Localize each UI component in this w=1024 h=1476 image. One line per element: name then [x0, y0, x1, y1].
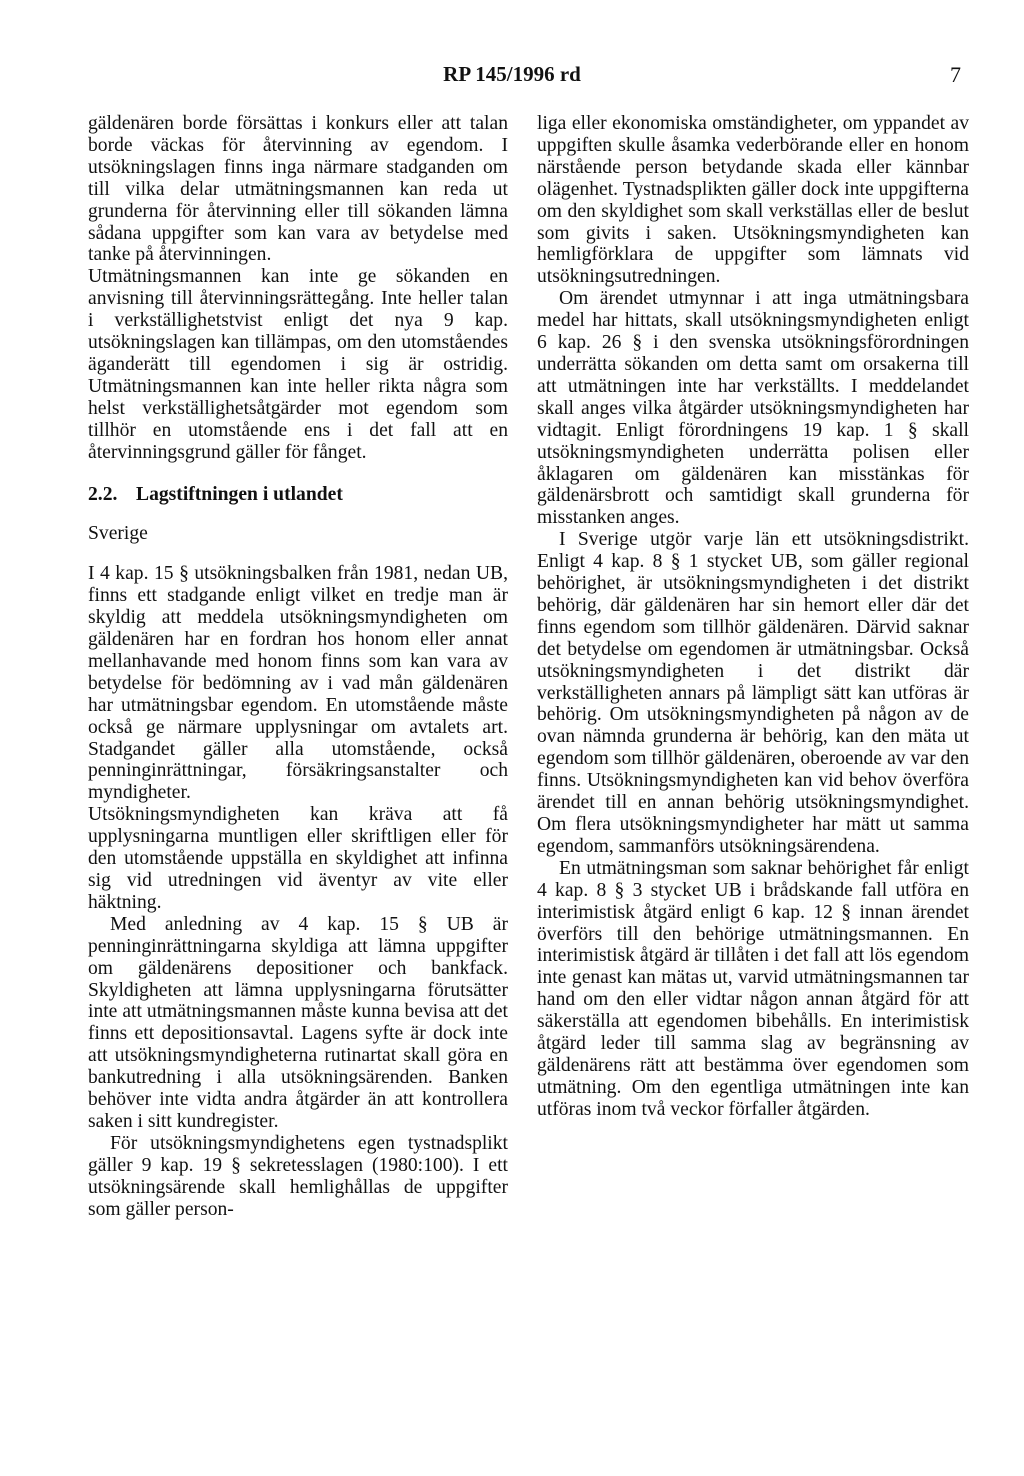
paragraph: Utsökningsmyndigheten kan kräva att få upplysningarna muntligen eller skriftligen eller för den utomstående uppställa en skyldighet att infinna sig vid utredningen vid äventyr av vite eller häktning. — [88, 804, 508, 913]
paragraph: För utsökningsmyndighetens egen tystnadsplikt gäller 9 kap. 19 § sekretesslagen (1980:100). I ett utsökningsärende skall hemlighållas de uppgifter som gäller person- — [88, 1132, 508, 1220]
left-column — [88, 113, 508, 1221]
section-number: 2.2. — [88, 483, 118, 505]
section-heading — [88, 484, 508, 506]
paragraph: gäldenären borde försättas i konkurs eller att talan borde väckas för återvinning av egendom. I utsökningslagen finns inga närmare stadganden om till vilka delar utmätningsmannen kan reda ut grunderna för återvinning eller till sökanden lämna sådana uppgifter som kan vara av betydelse med tanke på återvinningen. — [88, 113, 508, 266]
right-column — [537, 113, 969, 1121]
subsection-heading: Sverige — [88, 523, 148, 545]
paragraph: I 4 kap. 15 § utsökningsbalken från 1981, nedan UB, finns ett stadgande enligt vilket en tredje man är skyldig att meddela utsökningsmyndigheten om gäldenären har en fordran hos honom eller annat mellanhavande med honom finns som kan vara av betydelse för bedömning av i vad mån gäldenären har utmätningsbar egendom. En utomstående måste också ge närmare upplysningar om avtalets art. Stadgandet gäller alla utomstående, också penninginrättningar, försäkringsanstalter och myndigheter. — [88, 563, 508, 804]
paragraph: Om ärendet utmynnar i att inga utmätningsbara medel har hittats, skall utsökningsmyndigheten enligt 6 kap. 26 § i den svenska utsökningsförordningen underrätta sökanden om detta samt om orsakerna till att utmätningen inte har verkställts. I meddelandet skall anges vilka åtgärder utsökningsmyndigheten har vidtagit. Enligt förordningens 19 kap. 1 § skall utsökningsmyndigheten underrätta polisen eller åklagaren om gäldenären kan misstänkas för gäldenärsbrott och samtidigt skall grunderna för misstanken anges. — [537, 288, 969, 529]
paragraph: Med anledning av 4 kap. 15 § UB är penninginrättningarna skyldiga att lämna uppgifter om gäldenärens depositioner och bankfack. Skyldigheten att lämna upplysningarna förutsätter inte att utmätningsmannen måste kunna bevisa att det finns ett depositionsavtal. Lagens syfte är dock inte att utsökningsmyndigheterna rutinartat skall göra en bankutredning i alla utsökningsärenden. Banken behöver inte vidta andra åtgärder än att kontrollera saken i sitt kundregister. — [88, 913, 508, 1132]
section-title: Lagstiftningen i utlandet — [136, 483, 343, 505]
paragraph: En utmätningsman som saknar behörighet får enligt 4 kap. 8 § 3 stycket UB i brådskande fall utföra en interimistisk åtgärd enligt 6 kap. 12 § innan ärendet överförs till den behörige utmätningsmannen. En interimistisk åtgärd är tillåten i det fall att lös egendom inte genast kan mätas ut, varvid utmätningsmannen tar hand om den eller vidtar någon annan åtgärd för att säkerställa att egendomen bibehålls. En interimistisk åtgärd leder till samma slag av begränsning av gäldenärens rätt att bestämma över egendomen som utmätning. Om den egentliga utmätningen inte kan utföras inom två veckor förfaller åtgärden. — [537, 857, 969, 1120]
document-reference: RP 145/1996 rd — [443, 62, 581, 86]
paragraph: liga eller ekonomiska omständigheter, om yppandet av uppgiften skulle åsamka vederbörande eller en honom närstående person betydande skada eller kännbar olägenhet. Tystnadsplikten gäller dock inte uppgifterna om den skyldighet som skall verkställas eller de beslut som givits i saken. Utsökningsmyndigheten kan hemligförklara de uppgifter som lämnats vid utsökningsutredningen. — [537, 113, 969, 288]
page-number: 7 — [950, 62, 961, 87]
paragraph: Utmätningsmannen kan inte ge sökanden en anvisning till återvinningsrättegång. Inte heller talan i verkställighetstvist enligt det nya 9 kap. utsökningslagen kan tillämpas, om den utomståendes äganderätt till egendomen i sig är ostridig. Utmätningsmannen kan inte heller rikta några som helst verkställighetsåtgärder mot egendom som tillhör en utomstående ens i det fall att en återvinningsgrund gäller för fånget. — [88, 266, 508, 463]
paragraph: I Sverige utgör varje län ett utsökningsdistrikt. Enligt 4 kap. 8 § 1 stycket UB, som gäller regional behörighet, är utsökningsmyndigheten i det distrikt behörig, där gäldenären har sin hemort eller där det finns egendom som tillhör gäldenären. Därvid saknar det betydelse om egendomen är utmätningsbar. Också utsökningsmyndigheten i det distrikt där verkställigheten annars på lämpligt sätt kan utföras är behörig. Om utsökningsmyndigheten på någon av de ovan nämnda grunderna är behörig, kan den mäta ut egendom som tillhör gäldenären, oberoende av var den finns. Utsökningsmyndigheten kan vid behov överföra ärendet till en annan behörig utsökningsmyndighet. Om flera utsökningsmyndigheter har mätt ut samma egendom, sammanförs utsökningsärendena. — [537, 529, 969, 857]
